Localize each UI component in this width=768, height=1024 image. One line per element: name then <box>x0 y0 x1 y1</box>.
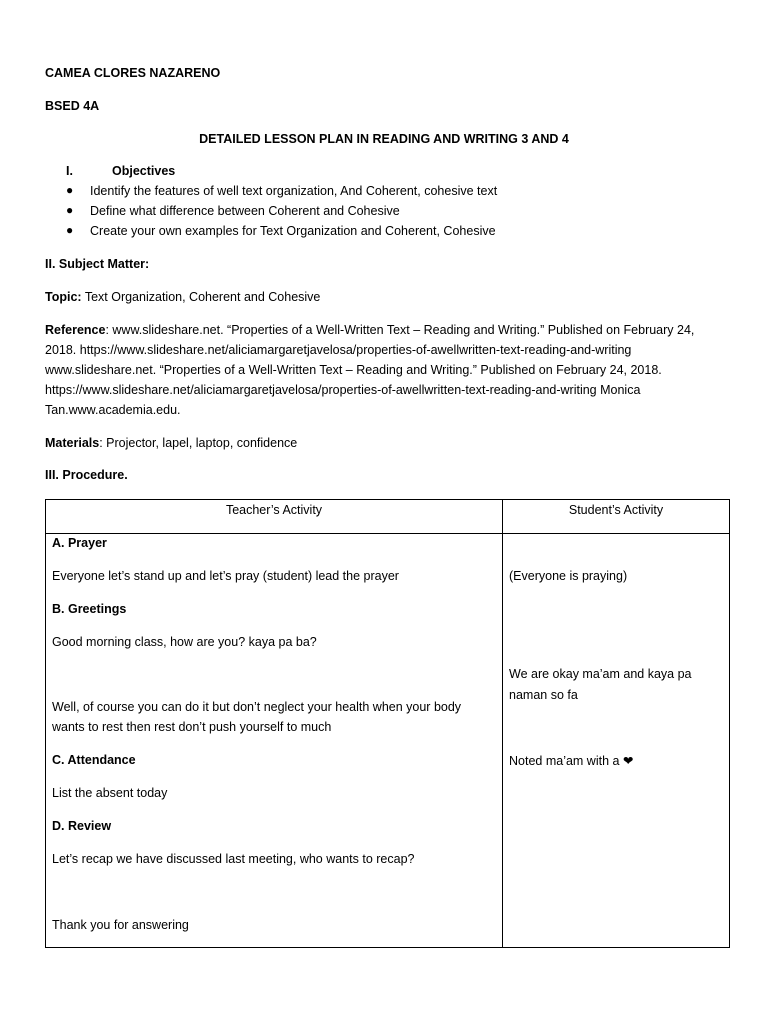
subject-matter-heading: II. Subject Matter: <box>45 257 150 271</box>
objectives-heading: Objectives <box>112 164 176 178</box>
student-okay-line: naman so fa <box>509 688 578 702</box>
greetings-text: Good morning class, how are you? kaya pa ba? <box>52 635 317 649</box>
reference-line: www.slideshare.net. “Properties of a Well-Written Text – Reading and Writing.” Published on February 24, 2018. <box>45 363 662 377</box>
review-text: Let’s recap we have discussed last meeting, who wants to recap? <box>52 852 415 866</box>
bullet-icon: ● <box>66 203 74 217</box>
topic-label: Topic: <box>45 290 82 304</box>
column-header-student: Student’s Activity <box>568 503 664 517</box>
reference-line: Tan.www.academia.edu. <box>45 403 181 417</box>
section-label: BSED 4A <box>45 99 100 113</box>
thanks-text: Thank you for answering <box>52 918 189 932</box>
prayer-text: Everyone let’s stand up and let’s pray (student) lead the prayer <box>52 569 399 583</box>
objective-item: Identify the features of well text organization, And Coherent, cohesive text <box>90 184 498 198</box>
topic-value: Text Organization, Coherent and Cohesive <box>81 290 321 304</box>
attendance-text: List the absent today <box>52 786 168 800</box>
greetings-heading: B. Greetings <box>52 602 127 616</box>
health-text-line: wants to rest then rest don’t push yourself to much <box>52 720 332 734</box>
objectives-numeral: I. <box>66 164 73 178</box>
student-okay-line: We are okay ma’am and kaya pa <box>509 667 692 681</box>
student-praying-text: (Everyone is praying) <box>509 569 628 583</box>
materials-value: : Projector, lapel, laptop, confidence <box>99 436 298 450</box>
reference-line: : www.slideshare.net. “Properties of a Well-Written Text – Reading and Writing.” Published on February 24, <box>105 323 695 337</box>
health-text-line: Well, of course you can do it but don’t neglect your health when your body <box>52 700 462 714</box>
column-header-teacher: Teacher’s Activity <box>225 503 323 517</box>
table-column-divider <box>502 500 503 947</box>
procedure-heading: III. Procedure. <box>45 468 128 482</box>
reference-paragraph <box>45 320 725 420</box>
objective-item: Define what difference between Coherent and Cohesive <box>90 204 400 218</box>
student-noted-text: Noted ma’am with a ❤ <box>509 754 634 768</box>
reference-label: Reference <box>45 323 106 337</box>
activity-table <box>45 499 730 948</box>
bullet-icon: ● <box>66 183 74 197</box>
reference-line: 2018. https://www.slideshare.net/aliciamargaretjavelosa/properties-of-awellwritten-text-reading-and-writing <box>45 343 632 357</box>
prayer-heading: A. Prayer <box>52 536 107 550</box>
document-title: DETAILED LESSON PLAN IN READING AND WRITING 3 AND 4 <box>199 132 569 146</box>
objective-item: Create your own examples for Text Organization and Coherent, Cohesive <box>90 224 496 238</box>
bullet-icon: ● <box>66 223 74 237</box>
materials-line <box>45 436 297 450</box>
topic-line <box>45 290 320 304</box>
reference-line: https://www.slideshare.net/aliciamargaretjavelosa/properties-of-awellwritten-text-reading-and-writing Monica <box>45 383 641 397</box>
student-name: CAMEA CLORES NAZARENO <box>45 66 221 80</box>
attendance-heading: C. Attendance <box>52 753 136 767</box>
review-heading: D. Review <box>52 819 112 833</box>
table-header-divider <box>46 533 729 534</box>
materials-label: Materials <box>45 436 100 450</box>
